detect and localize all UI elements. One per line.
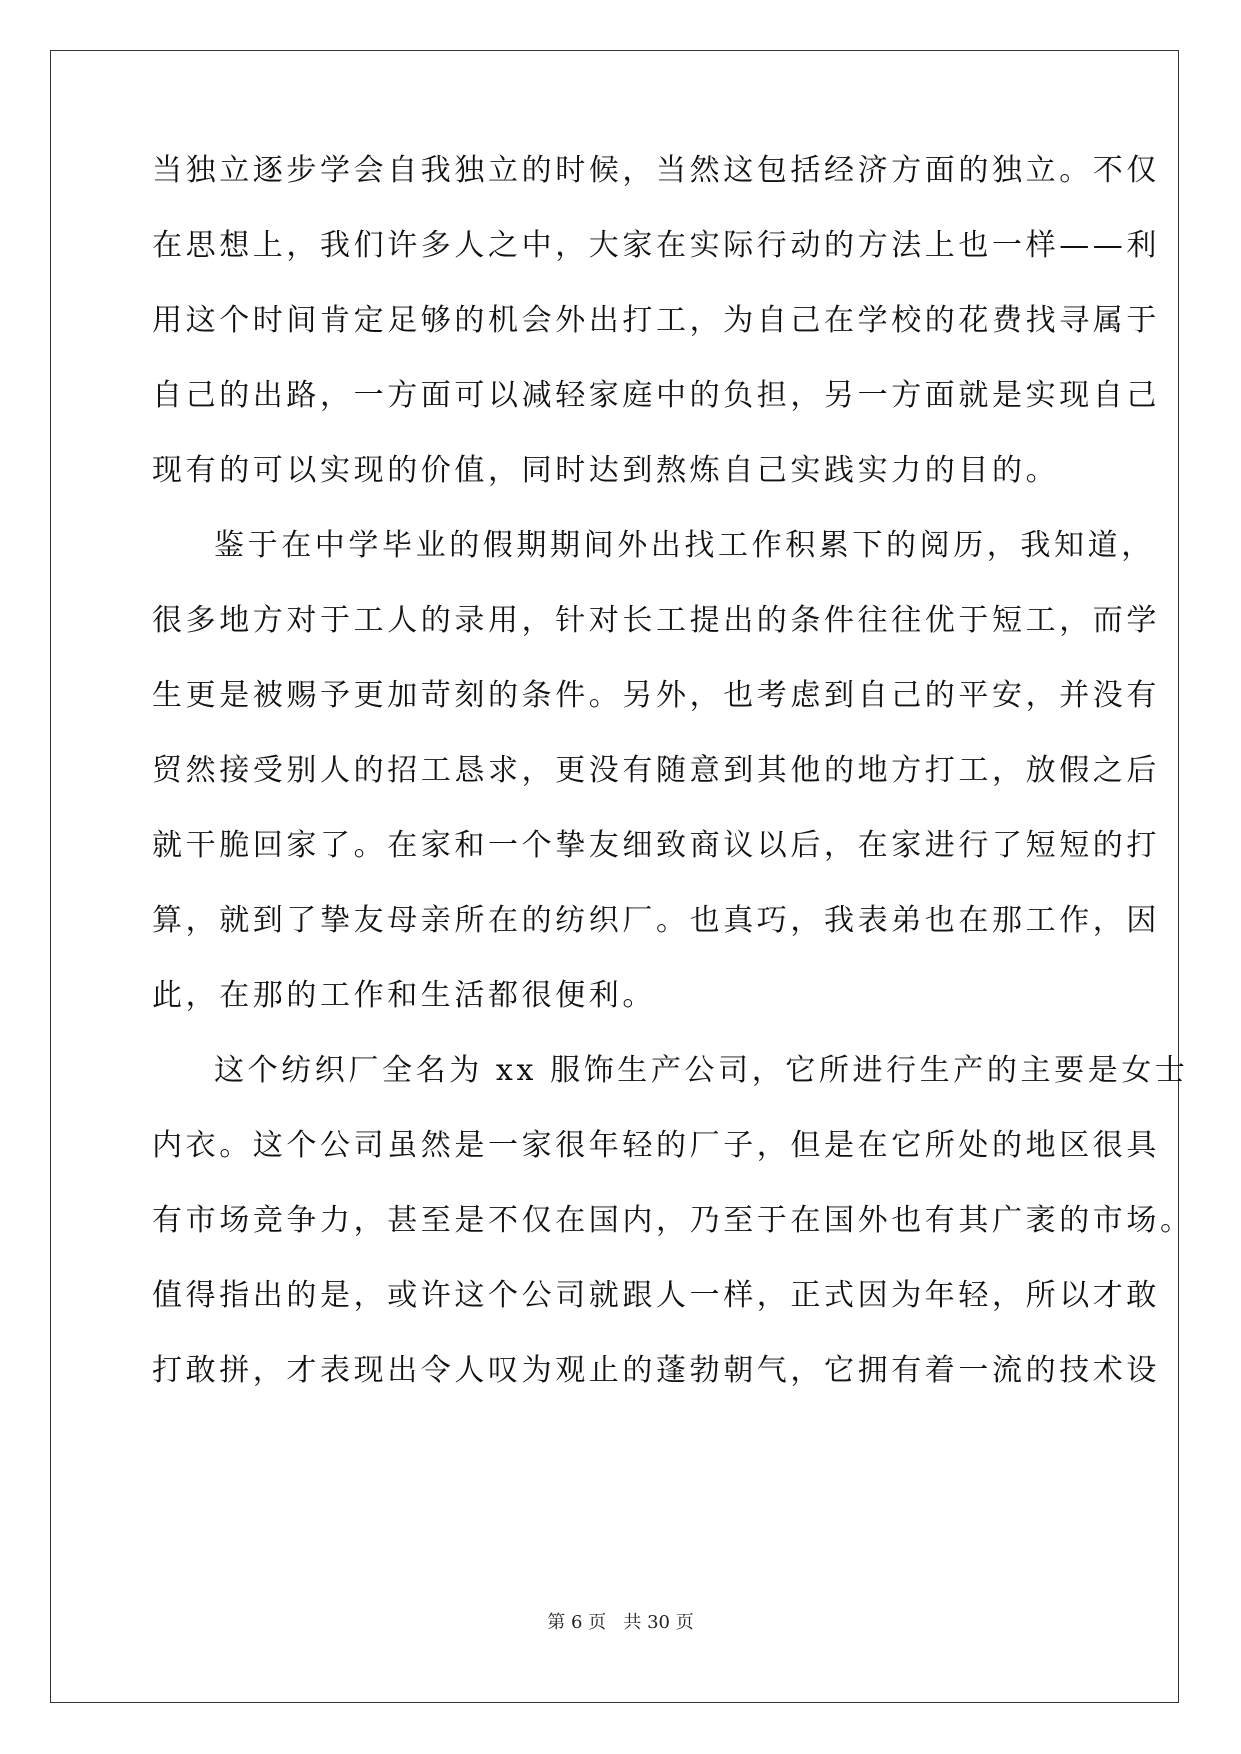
- text-line: 当独立逐步学会自我独立的时候，当然这包括经济方面的独立。不仅: [152, 153, 1160, 188]
- text-line: 贸然接受别人的招工恳求，更没有随意到其他的地方打工，放假之后: [152, 753, 1160, 788]
- text-line: 在思想上，我们许多人之中，大家在实际行动的方法上也一样——利: [152, 228, 1160, 263]
- page-footer: [0, 1611, 1241, 1635]
- text-line: 自己的出路，一方面可以减轻家庭中的负担，另一方面就是实现自己: [152, 378, 1160, 413]
- paragraph-start-line: 这个纺织厂全名为 xx 服饰生产公司，它所进行生产的主要是女士: [214, 1053, 1189, 1088]
- text-line: 用这个时间肯定足够的机会外出打工，为自己在学校的花费找寻属于: [152, 303, 1160, 338]
- text-line: 就干脆回家了。在家和一个挚友细致商议以后，在家进行了短短的打: [152, 828, 1160, 863]
- text-line: 值得指出的是，或许这个公司就跟人一样，正式因为年轻，所以才敢: [152, 1278, 1160, 1313]
- paragraph-start-line: 鉴于在中学毕业的假期期间外出找工作积累下的阅历，我知道，: [214, 528, 1155, 563]
- text-line: 打敢拼，才表现出令人叹为观止的蓬勃朝气，它拥有着一流的技术设: [152, 1353, 1160, 1388]
- page-number: 第 6 页: [547, 1612, 607, 1633]
- text-line: 生更是被赐予更加苛刻的条件。另外，也考虑到自己的平安，并没有: [152, 678, 1160, 713]
- text-line: 现有的可以实现的价值，同时达到熬炼自己实践实力的目的。: [152, 453, 1060, 488]
- text-line: 很多地方对于工人的录用，针对长工提出的条件往往优于短工，而学: [152, 603, 1160, 638]
- text-line: 内衣。这个公司虽然是一家很年轻的厂子，但是在它所处的地区很具: [152, 1128, 1160, 1163]
- page-border: [50, 50, 1194, 1703]
- text-line: 有市场竞争力，甚至是不仅在国内，乃至于在国外也有其广袤的市场。: [152, 1203, 1194, 1238]
- text-line: 此，在那的工作和生活都很便利。: [152, 978, 656, 1013]
- text-line: 算，就到了挚友母亲所在的纺织厂。也真巧，我表弟也在那工作，因: [152, 903, 1160, 938]
- page-total: 共 30 页: [623, 1612, 694, 1633]
